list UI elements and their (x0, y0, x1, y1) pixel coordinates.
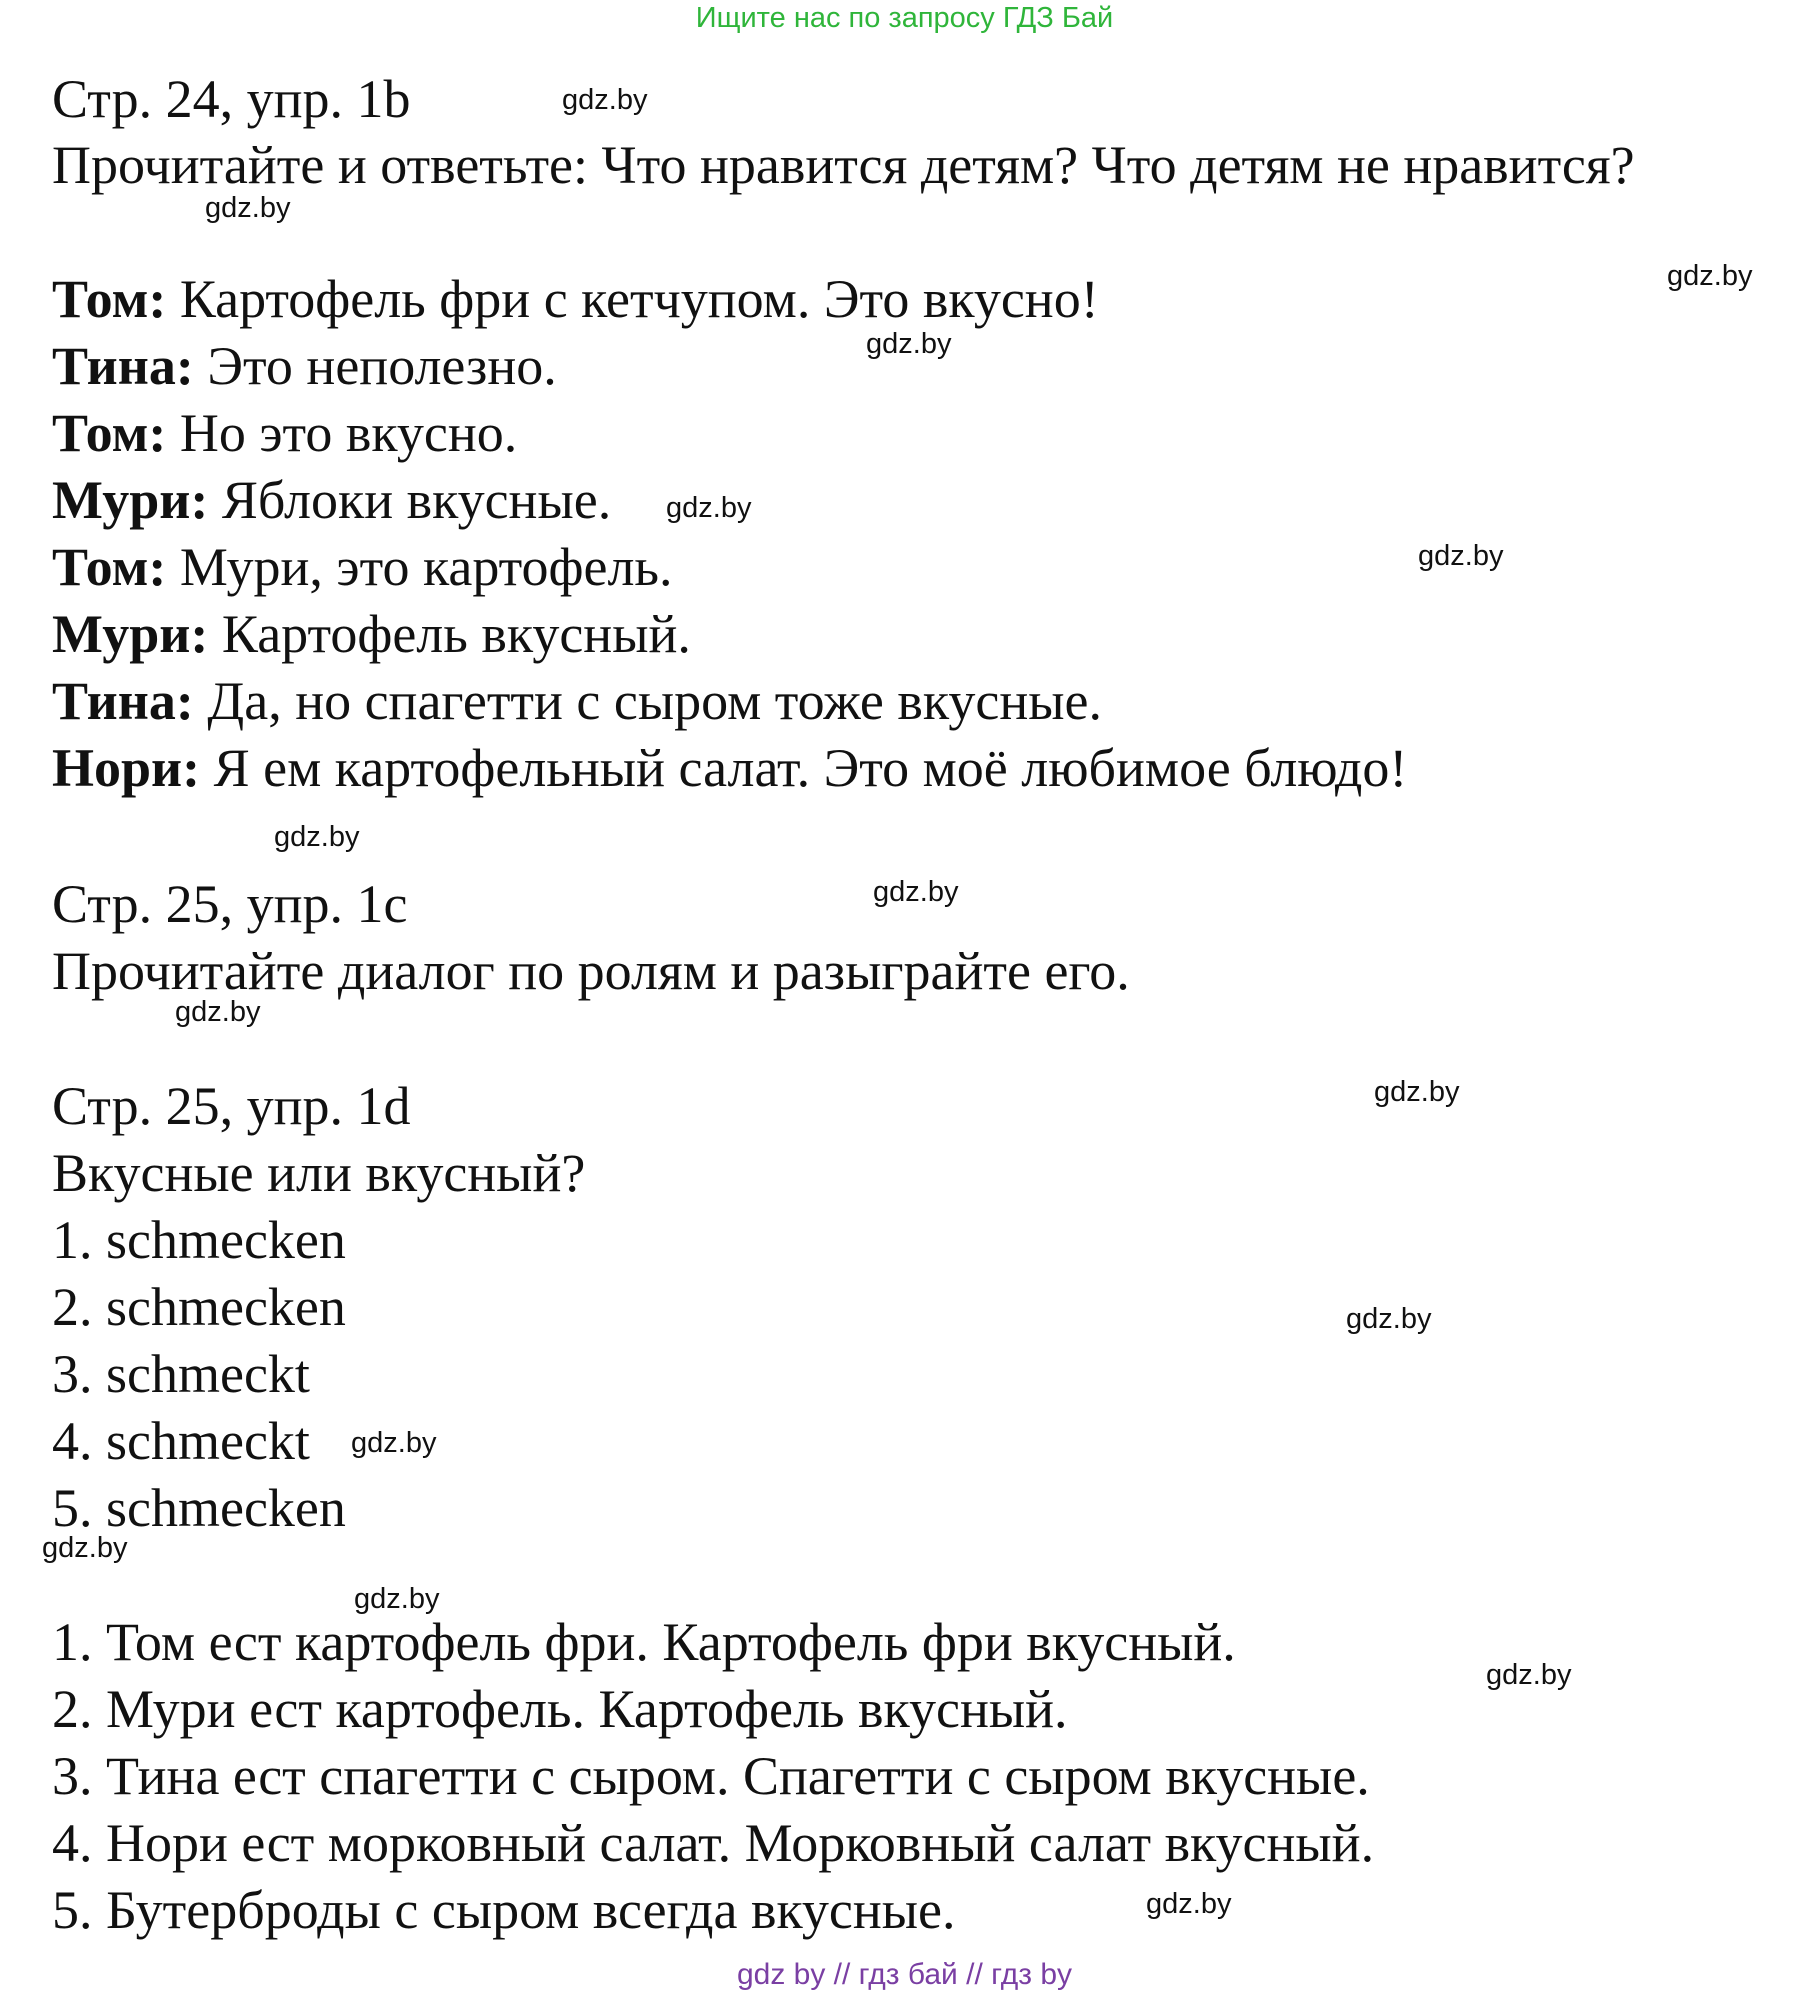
speaker: Том: (52, 537, 167, 597)
watermark: gdz.by (42, 1532, 128, 1564)
answer-1: 1. schmecken (52, 1210, 346, 1270)
speaker: Мури: (52, 604, 209, 664)
translation-3: 3. Тина ест спагетти с сыром. Спагетти с сыром вкусные. (52, 1746, 1370, 1806)
dialog-line-6 (52, 604, 691, 664)
replica: Это неполезно. (193, 336, 557, 396)
watermark: gdz.by (175, 996, 261, 1028)
dialog-line-1 (52, 269, 1099, 329)
replica: Яблоки вкусные. (208, 470, 612, 530)
heading-1b: Стр. 24, упр. 1b (52, 69, 411, 129)
translation-5: 5. Бутерброды с сыром всегда вкусные. (52, 1880, 956, 1940)
watermark: gdz.by (354, 1583, 440, 1615)
dialog-line-2 (52, 336, 557, 396)
replica: Но это вкусно. (166, 403, 518, 463)
bottom-banner: gdz by // гдз бай // гдз by (736, 1958, 1073, 1991)
speaker: Тина: (52, 671, 194, 731)
watermark: gdz.by (1667, 260, 1753, 292)
dialog-line-7 (52, 671, 1102, 731)
answer-3: 3. schmeckt (52, 1344, 310, 1404)
dialog-line-8 (52, 738, 1408, 798)
watermark: gdz.by (1146, 1888, 1232, 1920)
replica: Картофель вкусный. (208, 604, 691, 664)
top-banner: Ищите нас по запросу ГДЗ Бай (695, 2, 1114, 34)
replica: Картофель фри с кетчупом. Это вкусно! (166, 269, 1099, 329)
watermark: gdz.by (1486, 1659, 1572, 1691)
watermark: gdz.by (873, 876, 959, 908)
speaker: Тина: (52, 336, 194, 396)
watermark: gdz.by (274, 821, 360, 853)
watermark: gdz.by (562, 84, 648, 116)
task-1c: Прочитайте диалог по ролям и разыграйте его. (52, 941, 1130, 1001)
dialog-line-5 (52, 537, 673, 597)
translation-4: 4. Нори ест морковный салат. Морковный салат вкусный. (52, 1813, 1375, 1873)
replica: Мури, это картофель. (166, 537, 673, 597)
watermark: gdz.by (866, 328, 952, 360)
watermark: gdz.by (1346, 1303, 1432, 1335)
speaker: Том: (52, 269, 167, 329)
answer-5: 5. schmecken (52, 1478, 346, 1538)
watermark: gdz.by (351, 1427, 437, 1459)
task-1d: Вкусные или вкусный? (52, 1143, 586, 1203)
dialog-line-3 (52, 403, 518, 463)
heading-1d: Стр. 25, упр. 1d (52, 1076, 411, 1136)
translation-2: 2. Мури ест картофель. Картофель вкусный. (52, 1679, 1068, 1739)
watermark: gdz.by (1374, 1076, 1460, 1108)
answer-2: 2. schmecken (52, 1277, 346, 1337)
replica: Да, но спагетти с сыром тоже вкусные. (193, 671, 1102, 731)
speaker: Том: (52, 403, 167, 463)
task-1b: Прочитайте и ответьте: Что нравится детям? Что детям не нравится? (52, 135, 1635, 195)
watermark: gdz.by (666, 492, 752, 524)
replica: Я ем картофельный салат. Это моё любимое блюдо! (200, 738, 1408, 798)
speaker: Нори: (52, 738, 201, 798)
speaker: Мури: (52, 470, 209, 530)
translation-1: 1. Том ест картофель фри. Картофель фри вкусный. (52, 1612, 1236, 1672)
heading-1c: Стр. 25, упр. 1c (52, 874, 408, 934)
watermark: gdz.by (205, 192, 291, 224)
watermark: gdz.by (1418, 540, 1504, 572)
answer-4: 4. schmeckt (52, 1411, 310, 1471)
dialog-line-4 (52, 470, 612, 530)
